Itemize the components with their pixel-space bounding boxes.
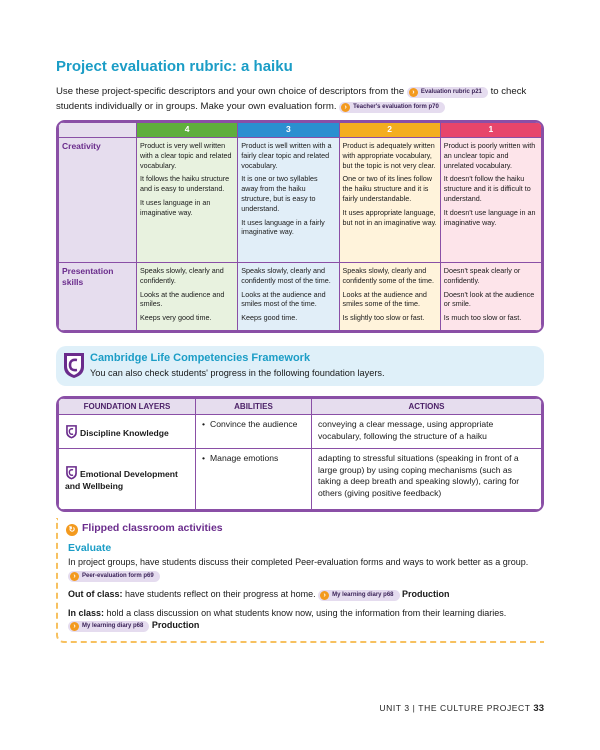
refresh-icon: ↻	[66, 524, 78, 536]
foundation-layer-cell	[59, 449, 196, 510]
layer-name: Discipline Knowledge	[80, 427, 169, 438]
descriptor: Looks at the audience and smiles some of the time.	[342, 289, 427, 309]
in-class-label: In class:	[68, 607, 105, 618]
descriptor: It is one or two syllables away from the haiku structure, but is easy to understand.	[241, 174, 318, 213]
evaluate-paragraph	[68, 556, 538, 582]
score-3-header: 3	[238, 123, 339, 138]
descriptor: Doesn't speak clearly or confidently.	[443, 266, 521, 285]
paragraph-text: In project groups, have students discuss their completed Peer-evaluation forms and ways to work better as a group.	[68, 557, 529, 567]
presentation-4-cell	[137, 263, 238, 331]
descriptor: It uses appropriate language, but not in an imaginative way.	[342, 207, 437, 227]
creativity-3-cell	[238, 138, 339, 263]
intro-paragraph	[56, 84, 546, 114]
action-cell: adapting to stressful situations (speaking in front of a large group) by using coping mechanisms (such as taking a deep breath and speaking slowly), caring for others (giving positive feedback)	[312, 449, 542, 510]
descriptor: Is much too slow or fast.	[443, 313, 522, 323]
clc-subtitle: You can also check students' progress in the following foundation layers.	[90, 368, 385, 378]
descriptor: Keeps very good time.	[140, 313, 212, 323]
cambridge-shield-icon	[65, 465, 78, 480]
descriptor: Speaks slowly, clearly and confidently.	[140, 266, 224, 285]
creativity-4-cell	[137, 138, 238, 263]
page-number: 33	[533, 703, 544, 714]
creativity-1-cell	[440, 138, 541, 263]
descriptor: It follows the haiku structure and is easy to understand.	[140, 174, 230, 194]
flipped-body	[68, 556, 538, 638]
ability-text: • Manage emotions	[202, 453, 278, 463]
intro-text-1: Use these project-specific descriptors and your own choice of descriptors from the	[56, 86, 405, 97]
descriptor: Looks at the audience and smiles.	[140, 289, 225, 309]
ability-cell	[196, 415, 312, 449]
in-class-paragraph	[68, 607, 538, 633]
creativity-label: Creativity	[59, 138, 137, 263]
ability-cell	[196, 449, 312, 510]
ability-text: • Convince the audience	[202, 419, 297, 429]
flipped-classroom-heading	[66, 522, 223, 536]
production-label: Production	[402, 588, 450, 599]
page-footer	[379, 703, 544, 714]
arrow-right-icon: ›	[341, 103, 350, 112]
descriptor: It uses language in a fairly imaginative way.	[241, 217, 325, 237]
tag-label: Teacher's evaluation form p70	[353, 104, 439, 110]
descriptor: Looks at the audience and smiles most of the time.	[241, 289, 326, 309]
footer-text: UNIT 3 | THE CULTURE PROJECT	[379, 703, 531, 713]
my-learning-diary-link[interactable]	[68, 621, 149, 632]
score-2-header: 2	[339, 123, 440, 138]
foundation-layer-cell	[59, 415, 196, 449]
foundation-layers-header: FOUNDATION LAYERS	[59, 399, 196, 415]
descriptor: Is slightly too slow or fast.	[342, 313, 425, 323]
creativity-2-cell	[339, 138, 440, 263]
descriptor: Keeps good time.	[241, 313, 298, 323]
foundation-layers-table	[56, 396, 544, 512]
paragraph-text: hold a class discussion on what students know now, using the information from their learning diaries.	[106, 607, 507, 618]
tag-label: My learning diary p68	[82, 623, 144, 629]
teacher-evaluation-form-link[interactable]	[339, 102, 445, 113]
out-of-class-label: Out of class:	[68, 588, 123, 599]
descriptor: It doesn't follow the haiku structure and it is difficult to understand.	[443, 174, 531, 203]
heading-text: Flipped classroom activities	[82, 522, 223, 534]
score-4-header: 4	[137, 123, 238, 138]
descriptor: Product is well written with a fairly clear topic and related vocabulary.	[241, 141, 332, 170]
descriptor: Speaks slowly, clearly and confidently some of the time.	[342, 266, 434, 285]
tag-label: Evaluation rubric p21	[420, 89, 482, 95]
evaluation-rubric-link[interactable]	[407, 87, 488, 98]
production-label: Production	[151, 620, 200, 630]
descriptor: Speaks slowly, clearly and confidently most of the time.	[241, 266, 331, 285]
evaluate-heading: Evaluate	[68, 542, 112, 554]
abilities-header: ABILITIES	[196, 399, 312, 415]
paragraph-text: have students reflect on their progress at home.	[125, 588, 316, 599]
action-cell: conveying a clear message, using appropriate vocabulary, following the structure of a haiku	[312, 415, 542, 449]
descriptor: Product is adequately written with appropriate vocabulary, but the topic is not very clear.	[342, 141, 436, 170]
descriptor: Doesn't look at the audience or smile.	[443, 289, 535, 309]
arrow-right-icon: ›	[409, 88, 418, 97]
tag-label: My learning diary p68	[332, 591, 394, 598]
presentation-2-cell	[339, 263, 440, 331]
cambridge-life-competencies-banner	[56, 346, 544, 386]
presentation-3-cell	[238, 263, 339, 331]
intro-text-2: to check students individually or in groups. Make your own evaluation form.	[56, 86, 527, 112]
descriptor: One or two of its lines follow the haiku structure and it is fairly understandable.	[342, 174, 432, 203]
arrow-right-icon: ›	[70, 622, 79, 631]
tag-label: Peer-evaluation form p69	[82, 572, 154, 579]
arrow-right-icon: ›	[320, 591, 329, 600]
out-of-class-paragraph	[68, 588, 538, 601]
rubric-corner	[59, 123, 137, 138]
descriptor: Product is poorly written with an unclear topic and unrelated vocabulary.	[443, 141, 536, 170]
actions-header: ACTIONS	[312, 399, 542, 415]
descriptor: It doesn't use language in an imaginative way.	[443, 207, 536, 227]
presentation-1-cell	[440, 263, 541, 331]
layer-name: Emotional Development and Wellbeing	[65, 469, 178, 491]
cambridge-shield-icon	[65, 424, 78, 439]
score-1-header: 1	[440, 123, 541, 138]
peer-evaluation-form-link[interactable]	[68, 571, 160, 582]
descriptor: Product is very well written with a clear topic and related vocabulary.	[140, 141, 232, 170]
cambridge-shield-icon	[62, 351, 86, 379]
descriptor: It uses language in an imaginative way.	[140, 197, 211, 217]
clc-title: Cambridge Life Competencies Framework	[90, 352, 311, 364]
rubric-table	[56, 120, 544, 333]
page-title: Project evaluation rubric: a haiku	[56, 58, 293, 75]
arrow-right-icon: ›	[70, 572, 79, 581]
flipped-classroom-section	[56, 518, 544, 643]
presentation-skills-label: Presentation skills	[59, 263, 137, 331]
my-learning-diary-link[interactable]	[318, 590, 399, 601]
